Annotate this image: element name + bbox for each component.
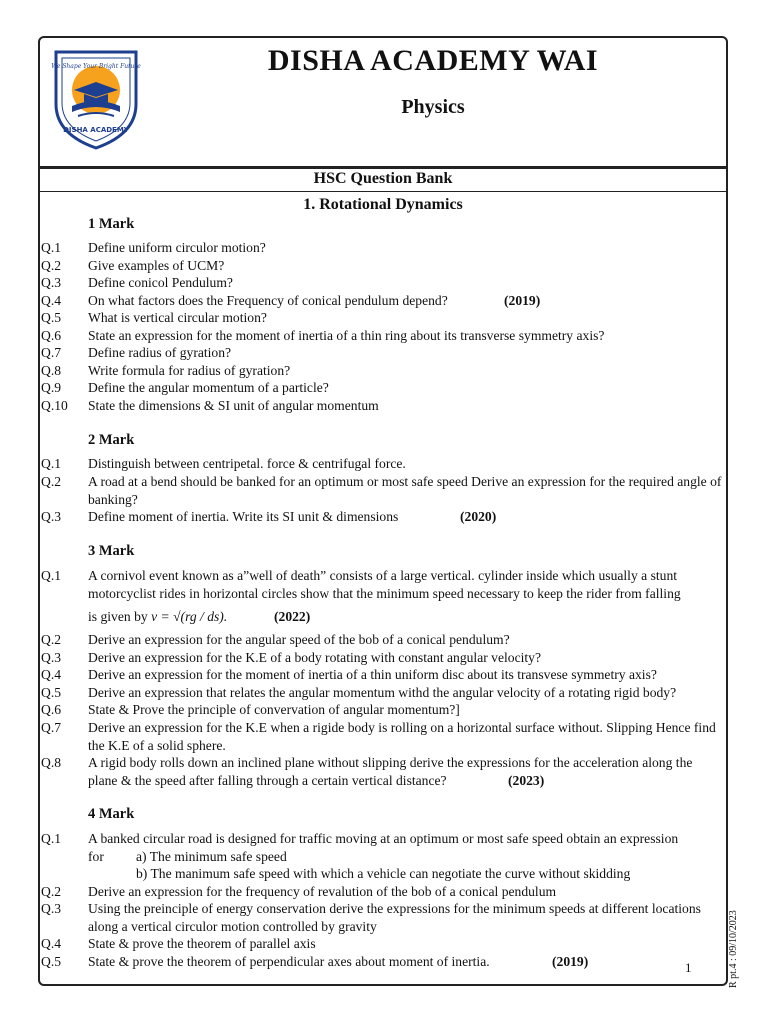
question-number: Q.6: [41, 328, 62, 343]
side-code: R pt.4 : 09/10/2023: [728, 910, 739, 988]
question-text: On what factors does the Frequency of conical pendulum depend?: [88, 293, 448, 308]
subpart-a: a) The minimum safe speed: [136, 849, 287, 864]
year-tag: (2023): [508, 772, 545, 788]
question-number: Q.8: [41, 363, 62, 378]
question-text: Distinguish between centripetal. force & centrifugal force.: [88, 456, 406, 471]
question-text: Derive an expression for the moment of inertia of a thin uniform disc about its transvese symmetry axis?: [88, 667, 657, 682]
question-text: Give examples of UCM?: [88, 258, 225, 273]
question-text: A road at a bend should be banked for an optimum or most safe speed Derive an expression for the required angle of banking?: [88, 474, 722, 507]
question-number: Q.4: [41, 293, 62, 308]
question-number: Q.2: [41, 258, 62, 273]
header: [40, 38, 726, 168]
given-by-text: is given by: [88, 609, 148, 624]
formula: v = √(rg / ds).: [151, 609, 228, 624]
question-text: Define radius of gyration?: [88, 345, 232, 360]
for-text: for: [88, 849, 104, 864]
question-text: A rigid body rolls down an inclined plane without slipping derive the expressions for the acceleration along the plane & the speed after falling through a certain vertical distance?: [88, 755, 693, 788]
question-text: Derive an expression that relates the angular momentum withd the angular velocity of a rotating rigid body?: [88, 685, 677, 700]
year-tag: (2019): [552, 954, 589, 969]
page-frame: [38, 36, 728, 986]
question-text: Write formula for radius of gyration?: [88, 363, 291, 378]
question-number: Q.3: [41, 509, 62, 524]
question-text: A banked circular road is designed for traffic moving at an optimum or most safe speed obtain an expression: [88, 831, 679, 846]
question-text: Derive an expression for the K.E of a body rotating with constant angular velocity?: [88, 650, 541, 665]
question-text: Define moment of inertia. Write its SI unit & dimensions: [88, 509, 399, 524]
question-text: Using the preinciple of energy conservation derive the expressions for the minimum speeds at different locations along a vertical circulor motion controlled by gravity: [88, 901, 701, 934]
question-number: Q.2: [41, 632, 62, 647]
question-number: Q.1: [41, 240, 62, 255]
section-heading-1-mark: 1 Mark: [88, 216, 135, 232]
logo-bottom-text: DISHA ACADEMY: [63, 126, 129, 134]
question-text: State an expression for the moment of inertia of a thin ring about its transverse symmetry axis?: [88, 328, 605, 343]
year-tag: (2022): [274, 609, 311, 624]
question-number: Q.10: [41, 398, 68, 413]
question-text: Derive an expression for the K.E when a rigide body is rolling on a horizontal surface without. Slipping Hence find the K.E of a solid sphere.: [88, 720, 716, 753]
question-number: Q.5: [41, 954, 62, 969]
question-text: Define uniform circulor motion?: [88, 240, 266, 255]
academy-name: DISHA ACADEMY WAI: [267, 44, 599, 77]
question-text: A cornivol event known as a”well of death” consists of a large vertical. cylinder inside which usually a stunt motorcyclist rides in horizontal circles show that the minimum speed necessary to keep the rider from falling: [88, 568, 681, 601]
question-number: Q.6: [41, 702, 62, 717]
question-text: Define the angular momentum of a particle?: [88, 380, 329, 395]
question-number: Q.1: [41, 456, 62, 471]
question-number: Q.2: [41, 884, 62, 899]
year-tag: (2019): [504, 293, 541, 308]
section-heading-4-mark: 4 Mark: [88, 806, 135, 822]
question-number: Q.2: [41, 474, 62, 489]
question-number: Q.7: [41, 345, 62, 360]
section-heading-3-mark: 3 Mark: [88, 543, 135, 559]
question-text: State & Prove the principle of convervation of angular momentum?]: [88, 702, 460, 717]
chapter-title: 1. Rotational Dynamics: [303, 196, 463, 213]
question-number: Q.3: [41, 901, 62, 916]
question-number: Q.9: [41, 380, 62, 395]
question-text: Derive an expression for the angular speed of the bob of a conical pendulum?: [88, 632, 510, 647]
question-number: Q.1: [41, 568, 62, 583]
logo-arc-text: We Shape Your Bright Future: [51, 63, 141, 70]
question-number: Q.3: [41, 275, 62, 290]
question-text: State the dimensions & SI unit of angular momentum: [88, 398, 379, 413]
question-text: What is vertical circular motion?: [88, 310, 267, 325]
section-heading-2-mark: 2 Mark: [88, 432, 135, 448]
question-text: Derive an expression for the frequency of revalution of the bob of a conical pendulum: [88, 884, 557, 899]
question-number: Q.4: [41, 936, 62, 951]
question-number: Q.8: [41, 755, 62, 770]
subpart-b: b) The manimum safe speed with which a vehicle can negotiate the curve without skidding: [136, 866, 631, 881]
question-number: Q.4: [41, 667, 62, 682]
academy-logo: [50, 46, 142, 152]
question-bank-title: HSC Question Bank: [40, 168, 726, 192]
question-number: Q.1: [41, 831, 62, 846]
question-number: Q.7: [41, 720, 62, 735]
question-number: Q.5: [41, 685, 62, 700]
question-text: State & prove the theorem of parallel axis: [88, 936, 316, 951]
subject-title: Physics: [401, 96, 465, 118]
year-tag: (2020): [460, 509, 497, 524]
question-number: Q.5: [41, 310, 62, 325]
question-text: State & prove the theorem of perpendicular axes about moment of inertia.: [88, 954, 490, 969]
page-number: 1: [685, 960, 692, 975]
question-text: Define conicol Pendulum?: [88, 275, 233, 290]
question-number: Q.3: [41, 650, 62, 665]
